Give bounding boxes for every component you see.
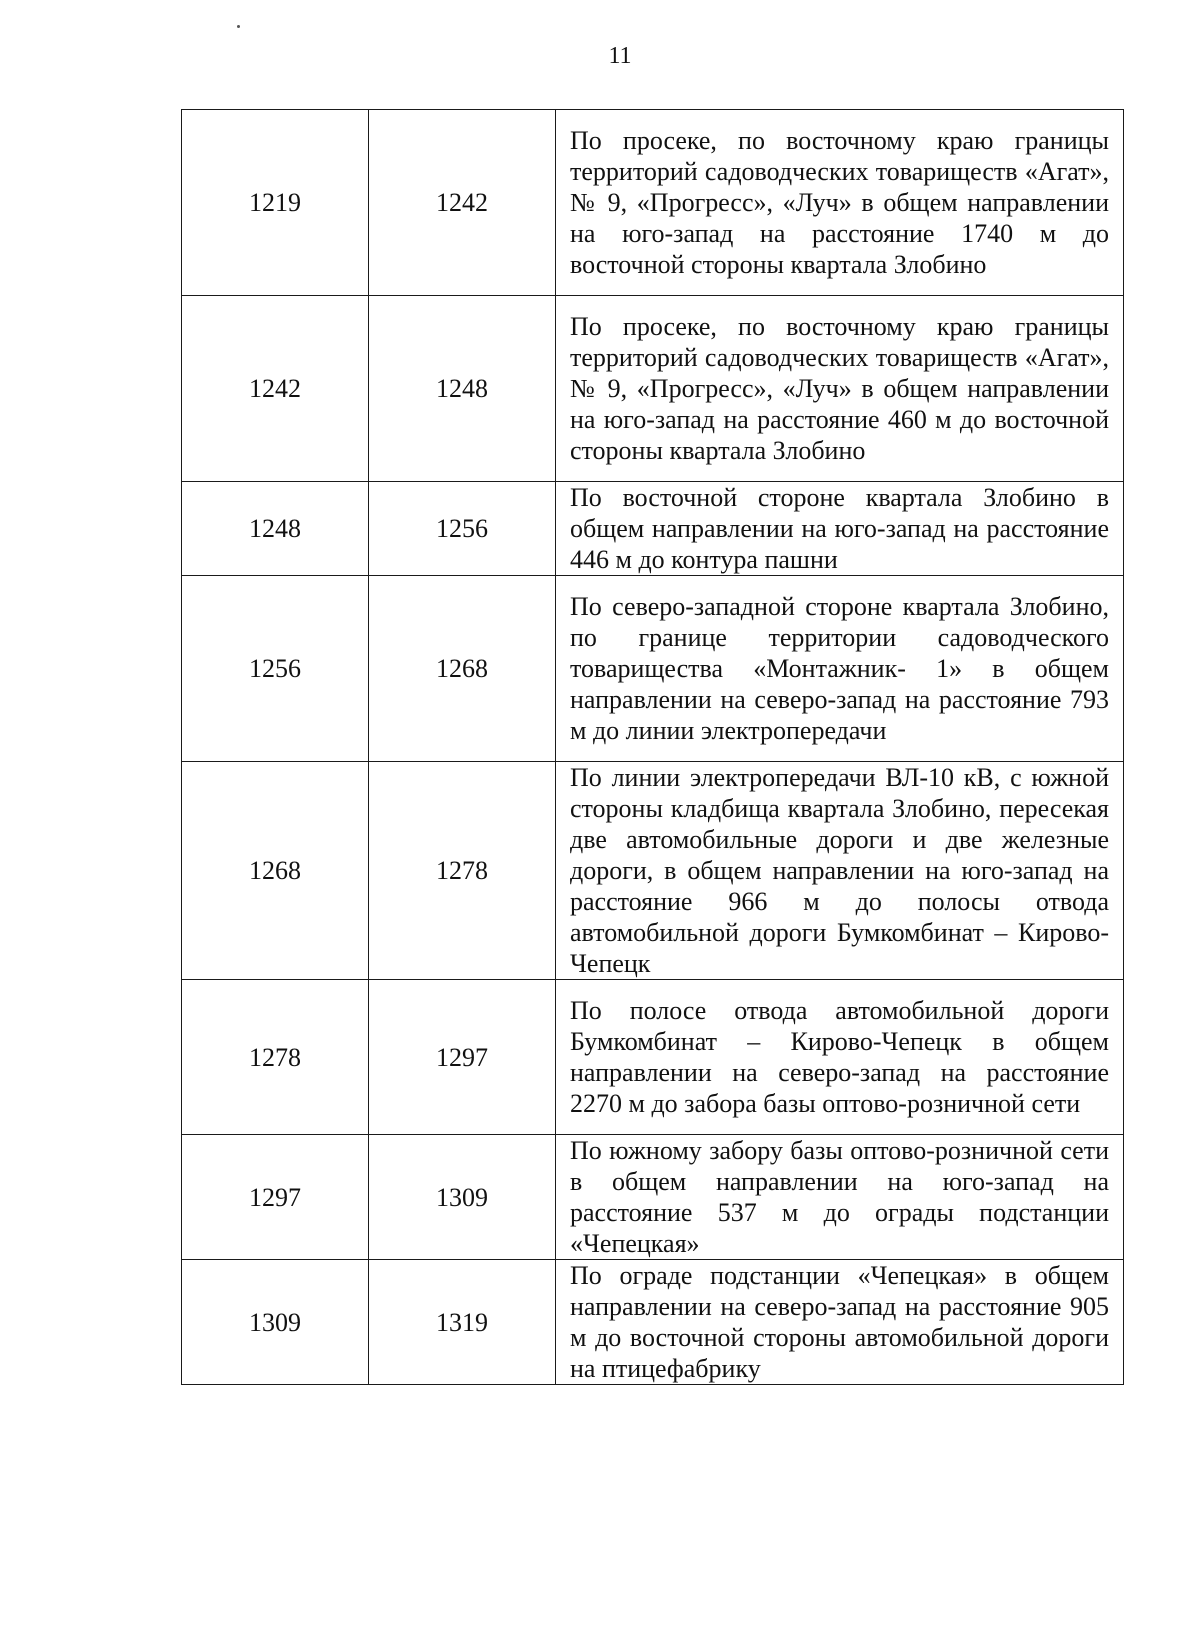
table-row <box>182 110 1124 296</box>
route-description-cell: По южному забору базы оптово-розничной сети в общем направлении на юго-запад на расстояние 537 м до ограды подстанции «Чепецкая» <box>556 1135 1124 1260</box>
route-description-cell: По восточной стороне квартала Злобино в общем направлении на юго-запад на расстояние 446 м до контура пашни <box>556 482 1124 576</box>
boundary-table <box>181 109 1124 1385</box>
table-row <box>182 1260 1124 1385</box>
from-point-cell: 1297 <box>182 1135 369 1260</box>
from-point-cell: 1268 <box>182 762 369 980</box>
to-point-cell: 1242 <box>369 110 556 296</box>
from-point-cell: 1248 <box>182 482 369 576</box>
route-description-cell: По просеке, по восточному краю границы территорий садоводческих товариществ «Агат», № 9, «Прогресс», «Луч» в общем направлении на юго-запад на расстояние 1740 м до восточной стороны квартала Злобино <box>556 110 1124 296</box>
to-point-cell: 1256 <box>369 482 556 576</box>
table-row <box>182 980 1124 1135</box>
from-point-cell: 1219 <box>182 110 369 296</box>
from-point-cell: 1278 <box>182 980 369 1135</box>
route-description-cell: По линии электропередачи ВЛ-10 кВ, с южной стороны кладбища квартала Злобино, пересекая две автомобильные дороги и две железные дороги, в общем направлении на юго-запад на расстояние 966 м до полосы отвода автомобильной дороги Бумкомбинат – Кирово-Чепецк <box>556 762 1124 980</box>
table-row <box>182 576 1124 762</box>
route-description-cell: По полосе отвода автомобильной дороги Бумкомбинат – Кирово-Чепецк в общем направлении на северо-запад на расстояние 2270 м до забора базы оптово-розничной сети <box>556 980 1124 1135</box>
from-point-cell: 1242 <box>182 296 369 482</box>
to-point-cell: 1297 <box>369 980 556 1135</box>
to-point-cell: 1268 <box>369 576 556 762</box>
route-description-cell: По просеке, по восточному краю границы территорий садоводческих товариществ «Агат», № 9, «Прогресс», «Луч» в общем направлении на юго-запад на расстояние 460 м до восточной стороны квартала Злобино <box>556 296 1124 482</box>
to-point-cell: 1278 <box>369 762 556 980</box>
table-row <box>182 1135 1124 1260</box>
table-row <box>182 296 1124 482</box>
page-number: 11 <box>608 43 632 69</box>
to-point-cell: 1309 <box>369 1135 556 1260</box>
scan-speck <box>237 25 240 28</box>
to-point-cell: 1248 <box>369 296 556 482</box>
to-point-cell: 1319 <box>369 1260 556 1385</box>
route-description-cell: По северо-западной стороне квартала Злобино, по границе территории садоводческого товарищества «Монтажник- 1» в общем направлении на северо-запад на расстояние 793 м до линии электропередачи <box>556 576 1124 762</box>
from-point-cell: 1256 <box>182 576 369 762</box>
from-point-cell: 1309 <box>182 1260 369 1385</box>
table-row <box>182 482 1124 576</box>
route-description-cell: По ограде подстанции «Чепецкая» в общем направлении на северо-запад на расстояние 905 м до восточной стороны автомобильной дороги на птицефабрику <box>556 1260 1124 1385</box>
table-row <box>182 762 1124 980</box>
